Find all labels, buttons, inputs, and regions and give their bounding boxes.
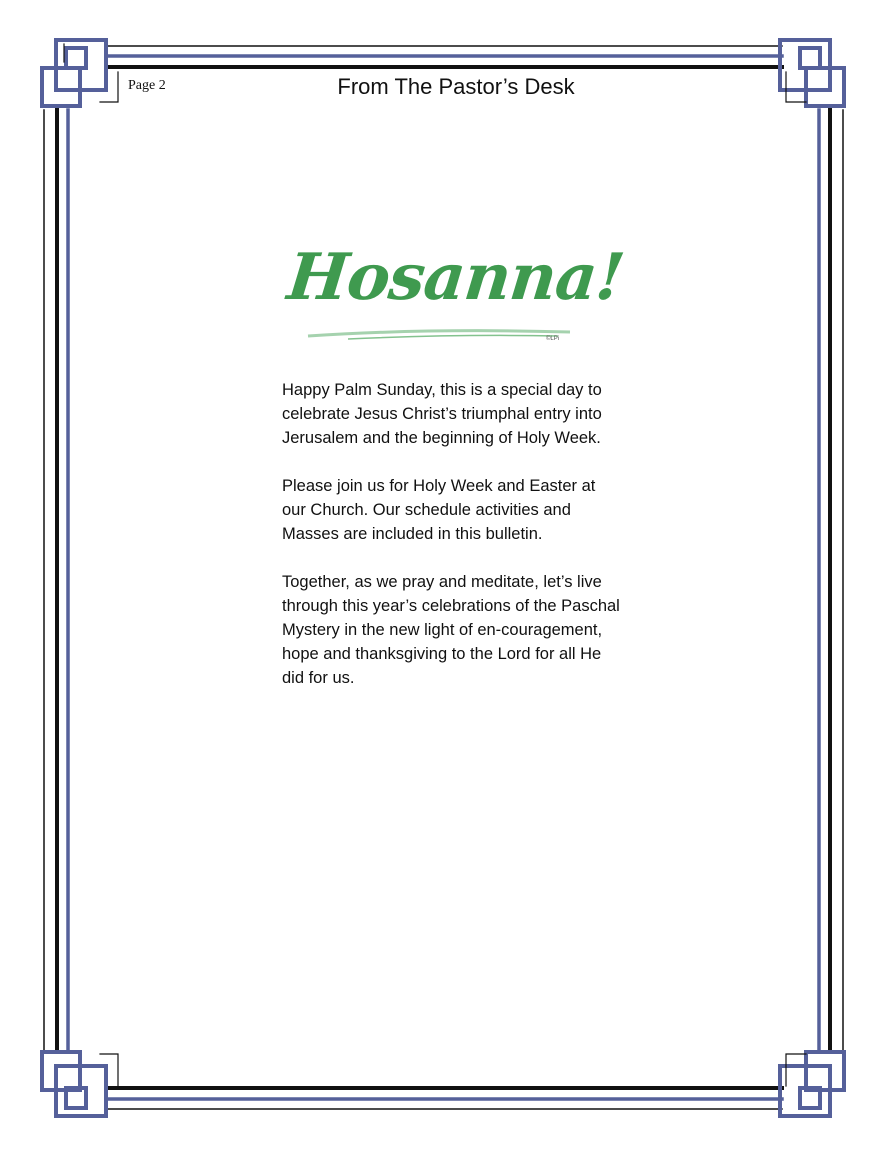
page-number: Page 2 <box>128 78 166 93</box>
message-paragraph-2: Please join us for Holy Week and Easter at our Church. Our schedule activities and Masses are included in this bulletin. <box>282 477 596 543</box>
hosanna-logo-text: Hosanna! <box>284 240 628 315</box>
brush-underline-icon <box>288 240 588 352</box>
pastor-message <box>282 378 622 714</box>
page-title: From The Pastor’s Desk <box>337 74 575 99</box>
message-paragraph-1: Happy Palm Sunday, this is a special day to celebrate Jesus Christ’s triumphal entry into Jerusalem and the beginning of Holy Week. <box>282 381 602 447</box>
hosanna-logo <box>284 240 628 352</box>
message-paragraph-3: Together, as we pray and meditate, let’s live through this year’s celebrations of the Paschal Mystery in the new light of en-couragement, hope and thanksgiving to the Lord for all He did for us. <box>282 573 620 687</box>
logo-copyright: ©LPi <box>546 336 560 342</box>
